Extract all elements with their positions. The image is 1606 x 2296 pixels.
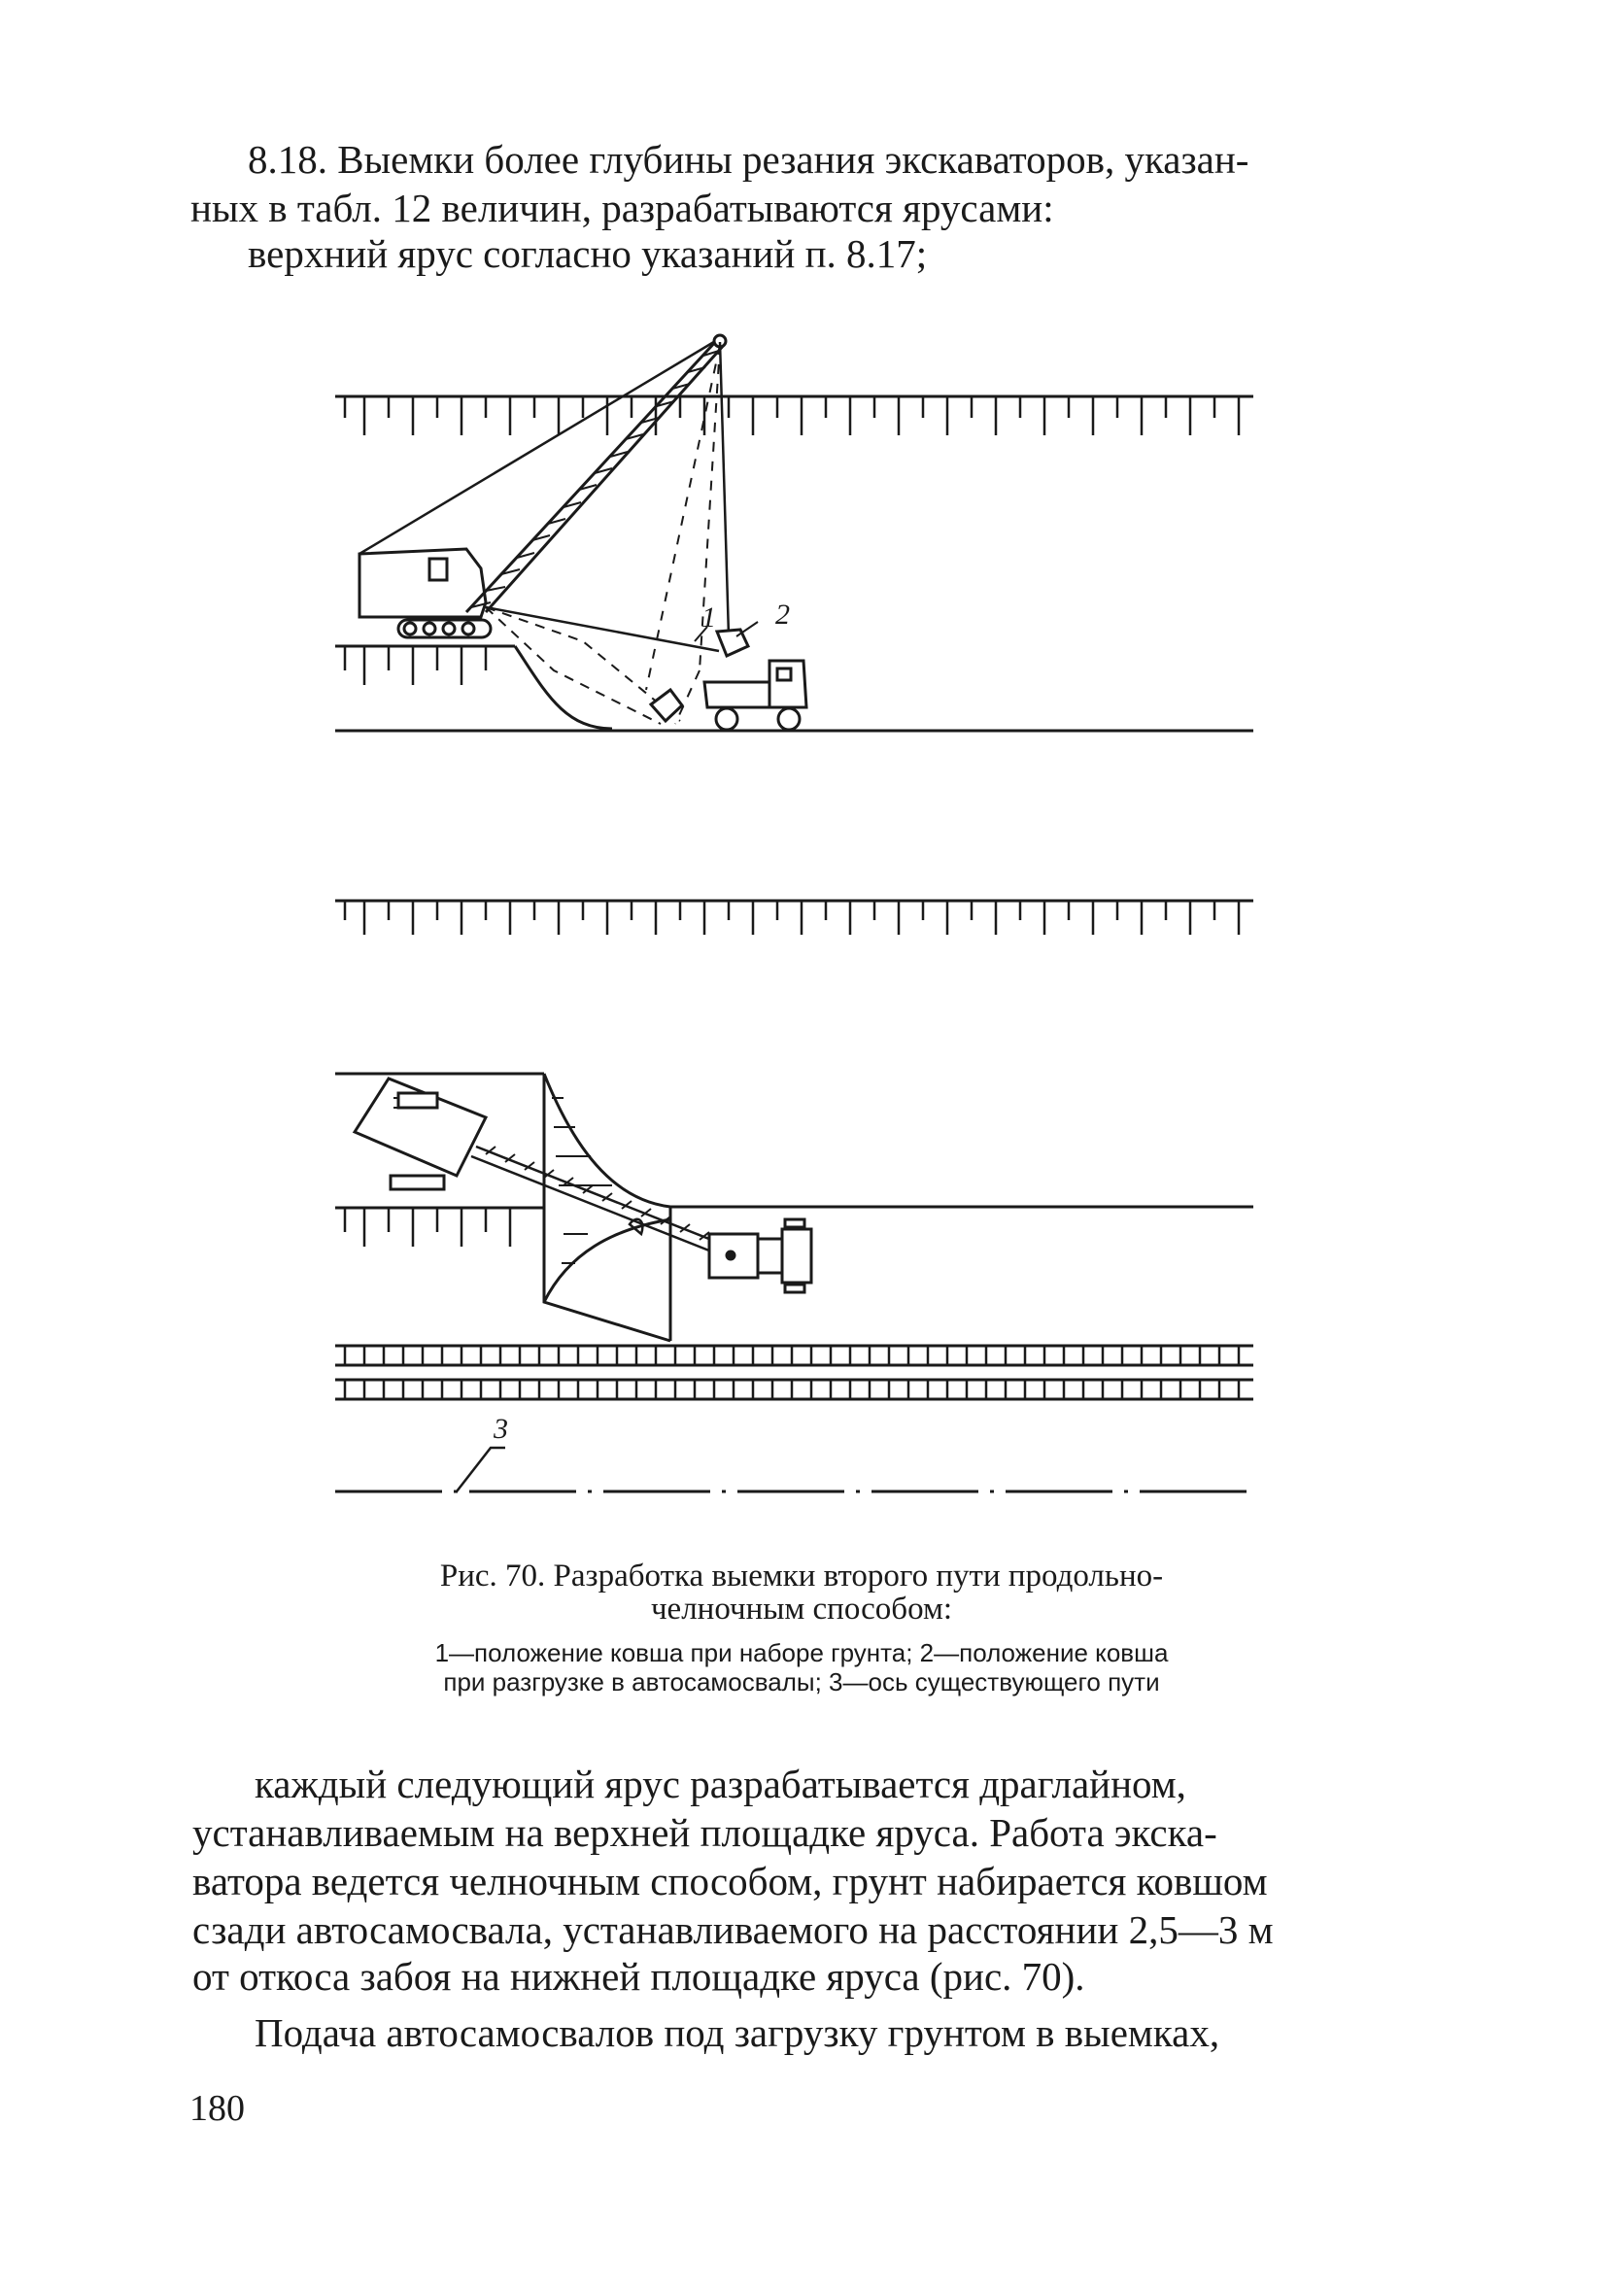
- dump-truck-side: [704, 661, 806, 730]
- body-text-line-5: от откоса забоя на нижней площадке яруса (рис. 70).: [192, 1954, 1085, 1999]
- figure-label-1: 1: [701, 601, 716, 634]
- rail-track-1: [335, 1346, 1253, 1365]
- figure-legend-line-2: при разгрузке в автосамосвалы; 3—ось существующего пути: [443, 1667, 1160, 1696]
- body-text-line-6: Подача автосамосвалов под загрузку грунтом в выемках,: [255, 2010, 1220, 2055]
- rope-trajectory-dashed: [646, 345, 720, 724]
- figure-caption-title: [291, 1559, 1312, 1626]
- figure-legend-line-1: 1—положение ковша при наборе грунта; 2—положение ковша: [434, 1638, 1169, 1667]
- drag-rope: [486, 607, 719, 651]
- figure-label-2: 2: [775, 599, 790, 631]
- plan-top-hatch: [345, 901, 1239, 935]
- paragraph-8-18-line-3: верхний ярус согласно указаний п. 8.17;: [248, 231, 928, 276]
- paragraph-8-18-line-1: 8.18. Выемки более глубины резания экскаваторов, указан-: [248, 137, 1249, 182]
- body-text-line-1: каждый следующий ярус разрабатывается драглайном,: [255, 1762, 1186, 1806]
- body-text-line-4: сзади автосамосвала, устанавливаемого на расстоянии 2,5—3 м: [192, 1907, 1274, 1952]
- page-number: 180: [189, 2088, 245, 2129]
- rail-track-2: [335, 1380, 1253, 1399]
- bench-hatch: [345, 646, 486, 685]
- hoist-rope: [720, 342, 729, 636]
- bucket-position-2: [717, 630, 748, 656]
- face-slope: [515, 646, 612, 729]
- figure-caption-legend: [291, 1638, 1312, 1696]
- upper-ground-hatch: [345, 396, 1239, 435]
- body-text-line-2: устанавливаемым на верхней площадке яруса. Работа экска-: [192, 1810, 1217, 1855]
- label-3-leader: [457, 1448, 505, 1491]
- body-text-line-3: ватора ведется челночным способом, грунт набирается ковшом: [192, 1859, 1268, 1903]
- dragline-excavator: [359, 549, 491, 637]
- bucket-position-1: [651, 690, 682, 721]
- figure-caption-title-line-2: челночным способом:: [650, 1592, 953, 1627]
- plan-dump-truck: [709, 1219, 811, 1292]
- figure-label-3: 3: [494, 1413, 508, 1445]
- figure-70-drawing: [321, 321, 1292, 1525]
- figure-caption-title-line-1: Рис. 70. Разработка выемки второго пути продольно-: [439, 1559, 1164, 1593]
- paragraph-8-18-line-2: ных в табл. 12 величин, разрабатываются ярусами:: [190, 186, 1054, 230]
